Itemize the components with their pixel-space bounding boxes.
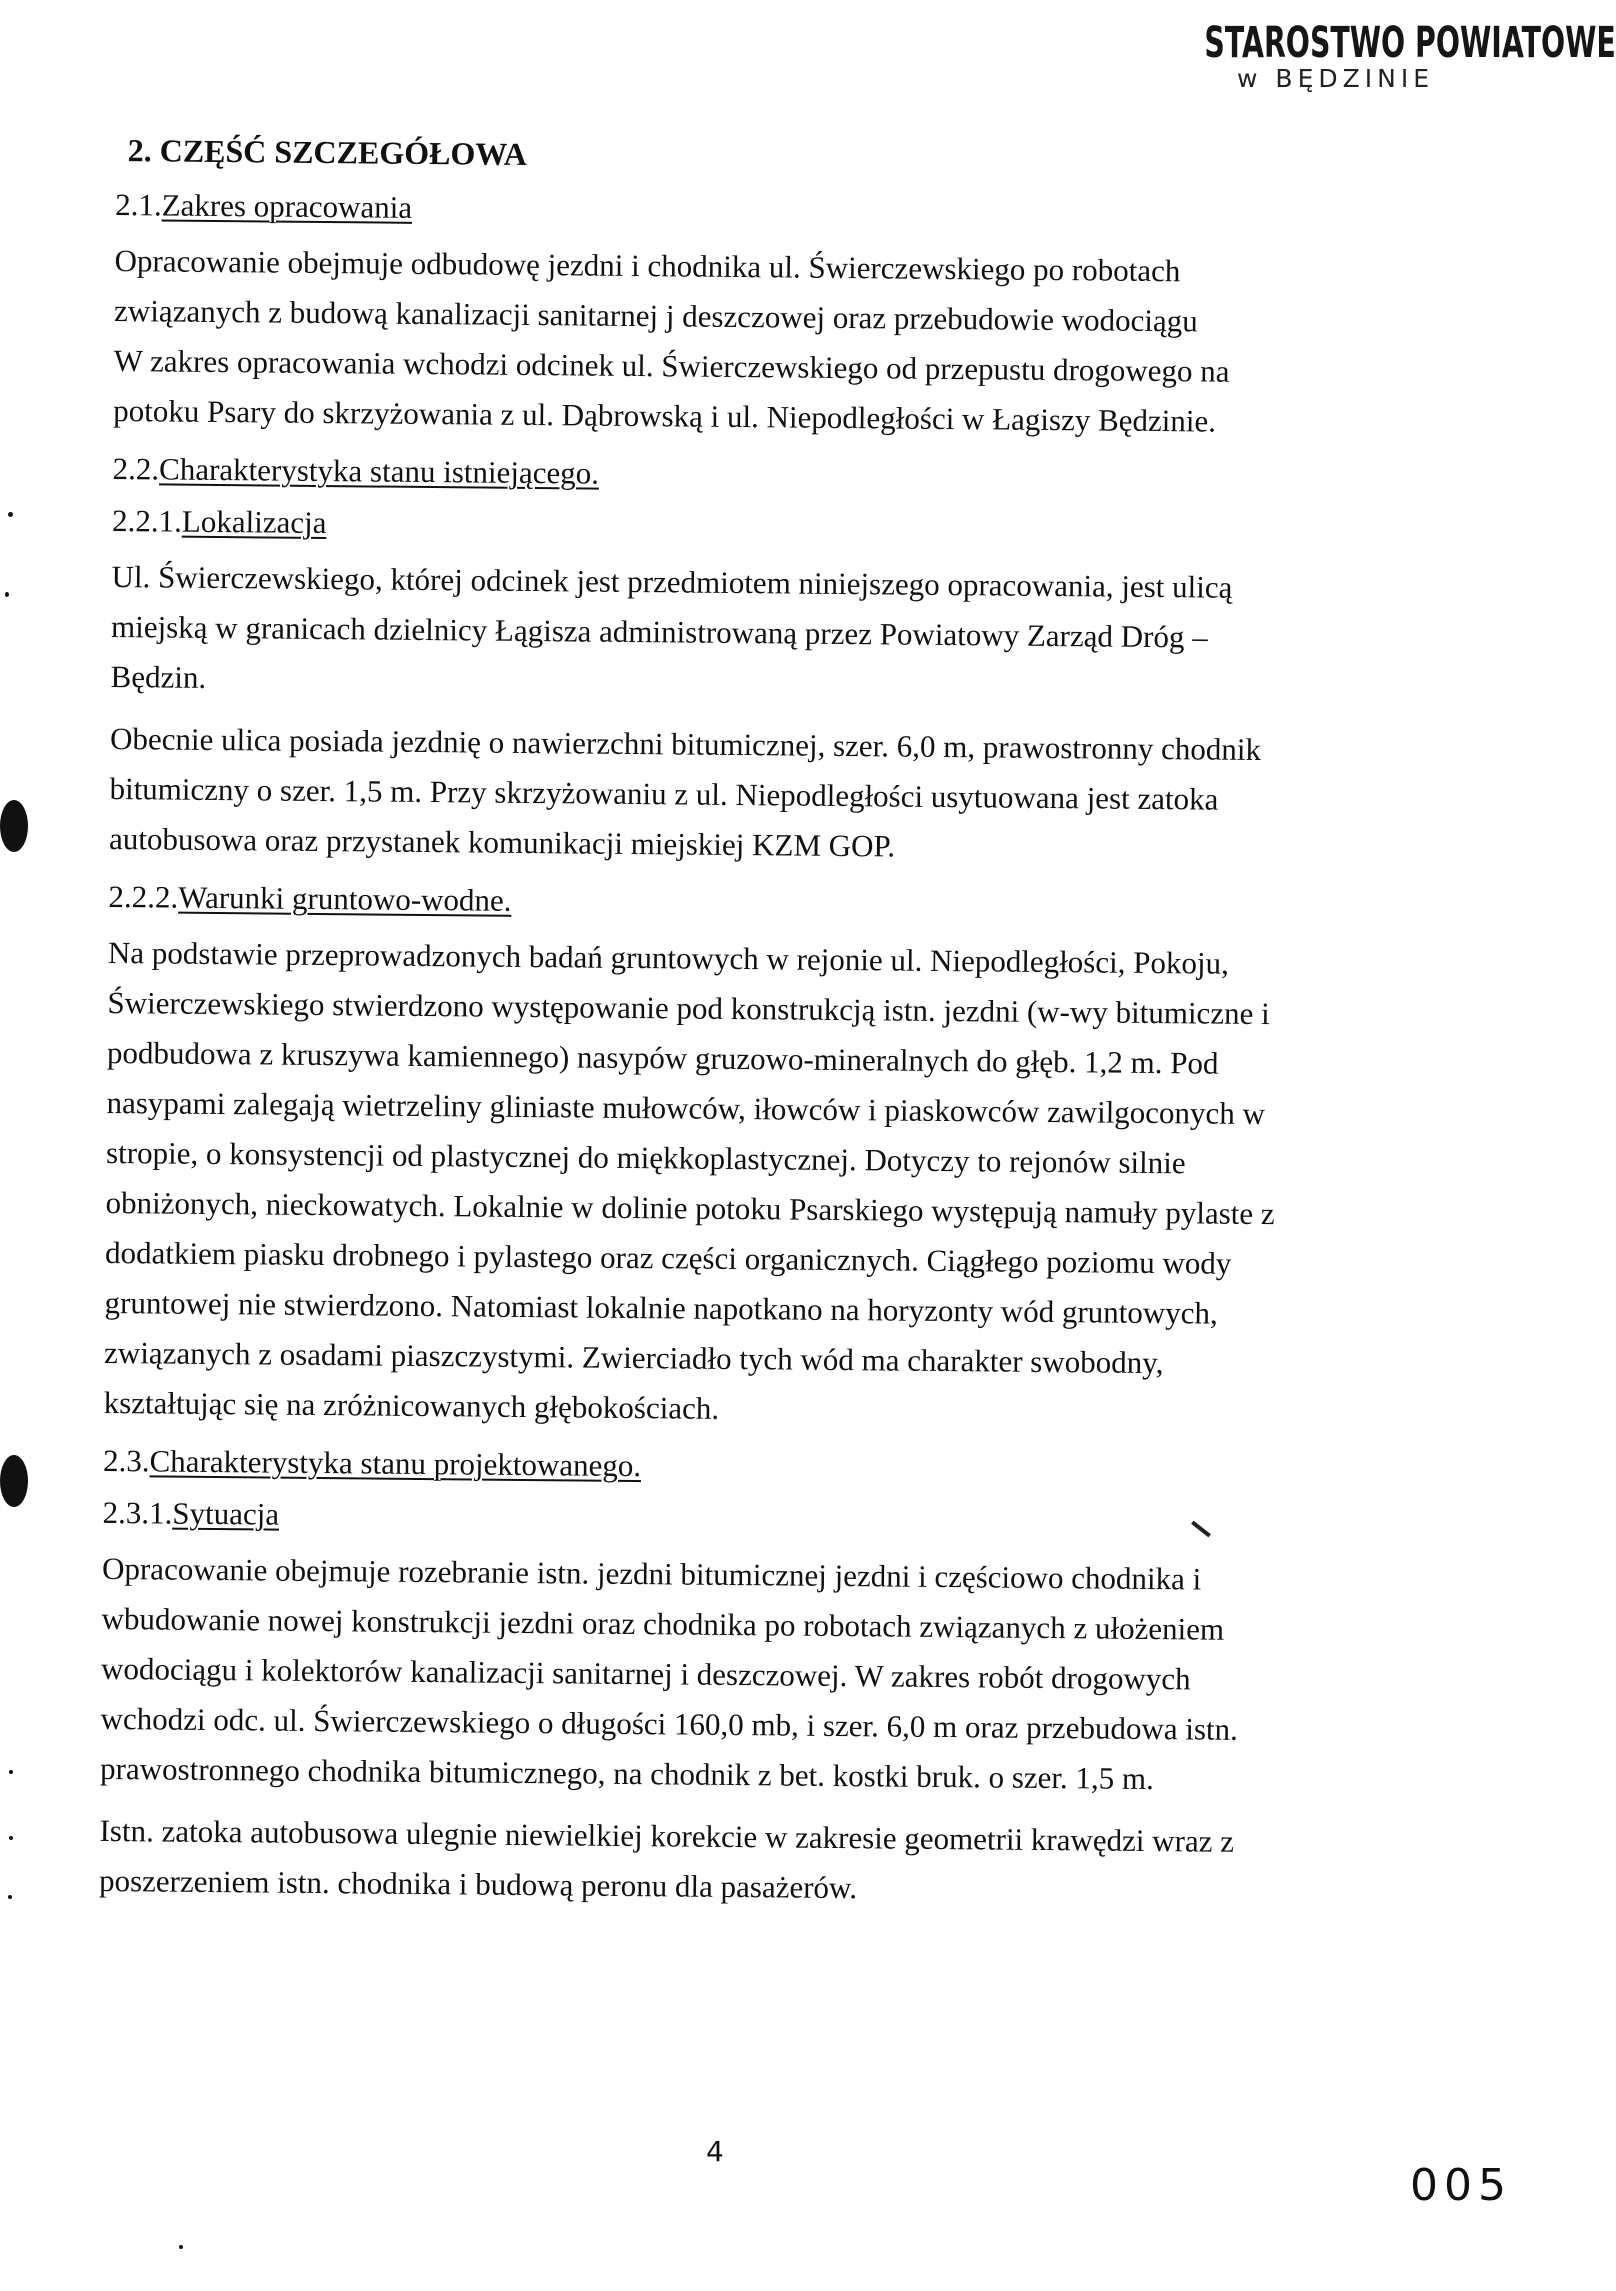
binder-hole-mark: [0, 800, 28, 852]
section-heading-2-2: [112, 448, 1370, 502]
text-line: prawostronnego chodnika bitumicznego, na chodnik z bet. kostki bruk. o szer. 1,5 m.: [99, 1750, 1155, 1797]
scan-speck: [179, 2245, 183, 2249]
section-title: Charakterystyka stanu projektowanego.: [149, 1443, 642, 1484]
paragraph-zakres: [113, 236, 1373, 448]
section-heading-2-2-2: [108, 876, 1366, 930]
section-heading-2-3: [103, 1440, 1361, 1494]
text-line: Opracowanie obejmuje rozebranie istn. jezdni bitumicznej jezdni i częściowo chodnika i: [101, 1550, 1202, 1597]
text-line: dodatkiem piasku drobnego i pylastego oraz części organicznych. Ciągłego poziomu wody: [104, 1234, 1232, 1281]
text-line: związanych z budową kanalizacji sanitarnej j deszczowej oraz przebudowie wodociągu: [113, 292, 1198, 339]
text-line: związanych z osadami piaszczystymi. Zwierciadło tych wód ma charakter swobodny,: [103, 1334, 1164, 1381]
text-line: Ul. Świerczewskiego, której odcinek jest przedmiotem niniejszego opracowania, jest ulicą: [111, 558, 1233, 605]
sheet-number: 005: [1410, 2160, 1512, 2211]
section-title: Zakres opracowania: [161, 187, 413, 225]
text-line: bitumiczny o szer. 1,5 m. Przy skrzyżowaniu z ul. Niepodległości usytuowana jest zatoka: [109, 770, 1219, 817]
text-line: Istn. zatoka autobusowa ulegnie niewielkiej korekcie w zakresie geometrii krawędzi wraz z: [99, 1812, 1235, 1859]
section-title: Sytuacja: [172, 1495, 280, 1532]
chapter-heading: 2. CZĘŚĆ SZCZEGÓŁOWA: [127, 132, 528, 172]
section-heading-2-3-1: [102, 1492, 1360, 1546]
text-line: Obecnie ulica posiada jezdnię o nawierzchni bitumicznej, szer. 6,0 m, prawostronny chodnik: [109, 720, 1262, 768]
text-line: autobusowa oraz przystanek komunikacji miejskiej KZM GOP.: [108, 820, 896, 864]
paragraph-warunki: [103, 928, 1366, 1440]
scan-speck: [8, 512, 13, 517]
scan-speck: [8, 1895, 12, 1899]
text-line: nasypami zalegają wietrzeliny gliniaste mułowców, iłowców i piaskowców zawilgoconych w: [106, 1084, 1266, 1132]
section-title: Lokalizacja: [181, 503, 327, 541]
section-heading-2-2-1: [112, 500, 1370, 554]
text-line: W zakres opracowania wchodzi odcinek ul. Świerczewskiego od przepustu drogowego na: [113, 342, 1230, 389]
text-line: Opracowanie obejmuje odbudowę jezdni i chodnika ul. Świerczewskiego po robotach: [114, 242, 1181, 289]
section-number: 2.3.: [102, 1442, 150, 1479]
text-line: miejską w granicach dzielnicy Łągisza administrowaną przez Powiatowy Zarząd Dróg –: [110, 608, 1208, 655]
section-number: 2.1.: [115, 186, 162, 223]
text-line: kształtując się na zróżnicowanych głębokościach.: [103, 1384, 720, 1426]
text-line: wodociągu i kolektorów kanalizacji sanitarnej i deszczowej. W zakres robót drogowych: [100, 1650, 1191, 1697]
text-line: potoku Psary do skrzyżowania z ul. Dąbrowską i ul. Niepodległości w Łagiszy Będzinie.: [113, 392, 1217, 439]
section-heading-2-1: [115, 184, 1373, 238]
section-number: 2.2.2.: [108, 878, 179, 915]
scan-speck: [9, 1770, 13, 1774]
page-number: 4: [706, 2135, 724, 2168]
paragraph-zatoka: [99, 1806, 1358, 1918]
office-stamp: [1082, 18, 1616, 93]
text-line: Świerczewskiego stwierdzono występowanie pod konstrukcją istn. jezdni (w-wy bitumiczne i: [107, 984, 1270, 1032]
stamp-office-name: STAROSTWO POWIATOWE: [1204, 18, 1616, 68]
section-number: 2.2.: [112, 450, 160, 487]
scan-speck: [5, 592, 9, 597]
stamp-office-town: w BĘDZINIE: [1237, 64, 1434, 93]
text-line: Będzin.: [110, 658, 207, 695]
section-title: Warunki gruntowo-wodne.: [178, 879, 512, 918]
text-line: poszerzeniem istn. chodnika i budową peronu dla pasażerów.: [98, 1862, 858, 1906]
binder-hole-mark: [0, 1455, 28, 1507]
text-line: podbudowa z kruszywa kamiennego) nasypów gruzowo-mineralnych do głęb. 1,2 m. Pod: [106, 1034, 1219, 1081]
paragraph-lokalizacja: [110, 552, 1369, 714]
text-line: wbudowanie nowej konstrukcji jezdni oraz chodnika po robotach związanych z ułożeniem: [101, 1600, 1225, 1647]
section-number: 2.2.1.: [111, 502, 183, 539]
paragraph-obecnie: [109, 714, 1368, 876]
paragraph-sytuacja: [100, 1544, 1360, 1806]
document-body: [99, 118, 1374, 1930]
text-line: Na podstawie przeprowadzonych badań gruntowych w rejonie ul. Niepodległości, Pokoju,: [107, 934, 1229, 981]
section-title: Charakterystyka stanu istniejącego.: [158, 451, 600, 491]
scan-speck: [9, 1836, 13, 1840]
section-number: 2.3.1.: [102, 1494, 173, 1531]
text-line: gruntowej nie stwierdzono. Natomiast lokalnie napotkano na horyzonty wód gruntowych,: [104, 1284, 1218, 1331]
text-line: obniżonych, nieckowatych. Lokalnie w dolinie potoku Psarskiego występują namuły pylaste z: [105, 1184, 1275, 1232]
text-line: wchodzi odc. ul. Świerczewskiego o długości 160,0 mb, i szer. 6,0 m oraz przebudowa istn.: [100, 1700, 1239, 1747]
text-line: stropie, o konsystencji od plastycznej do miękkoplastycznej. Dotyczy to rejonów silnie: [105, 1134, 1186, 1181]
